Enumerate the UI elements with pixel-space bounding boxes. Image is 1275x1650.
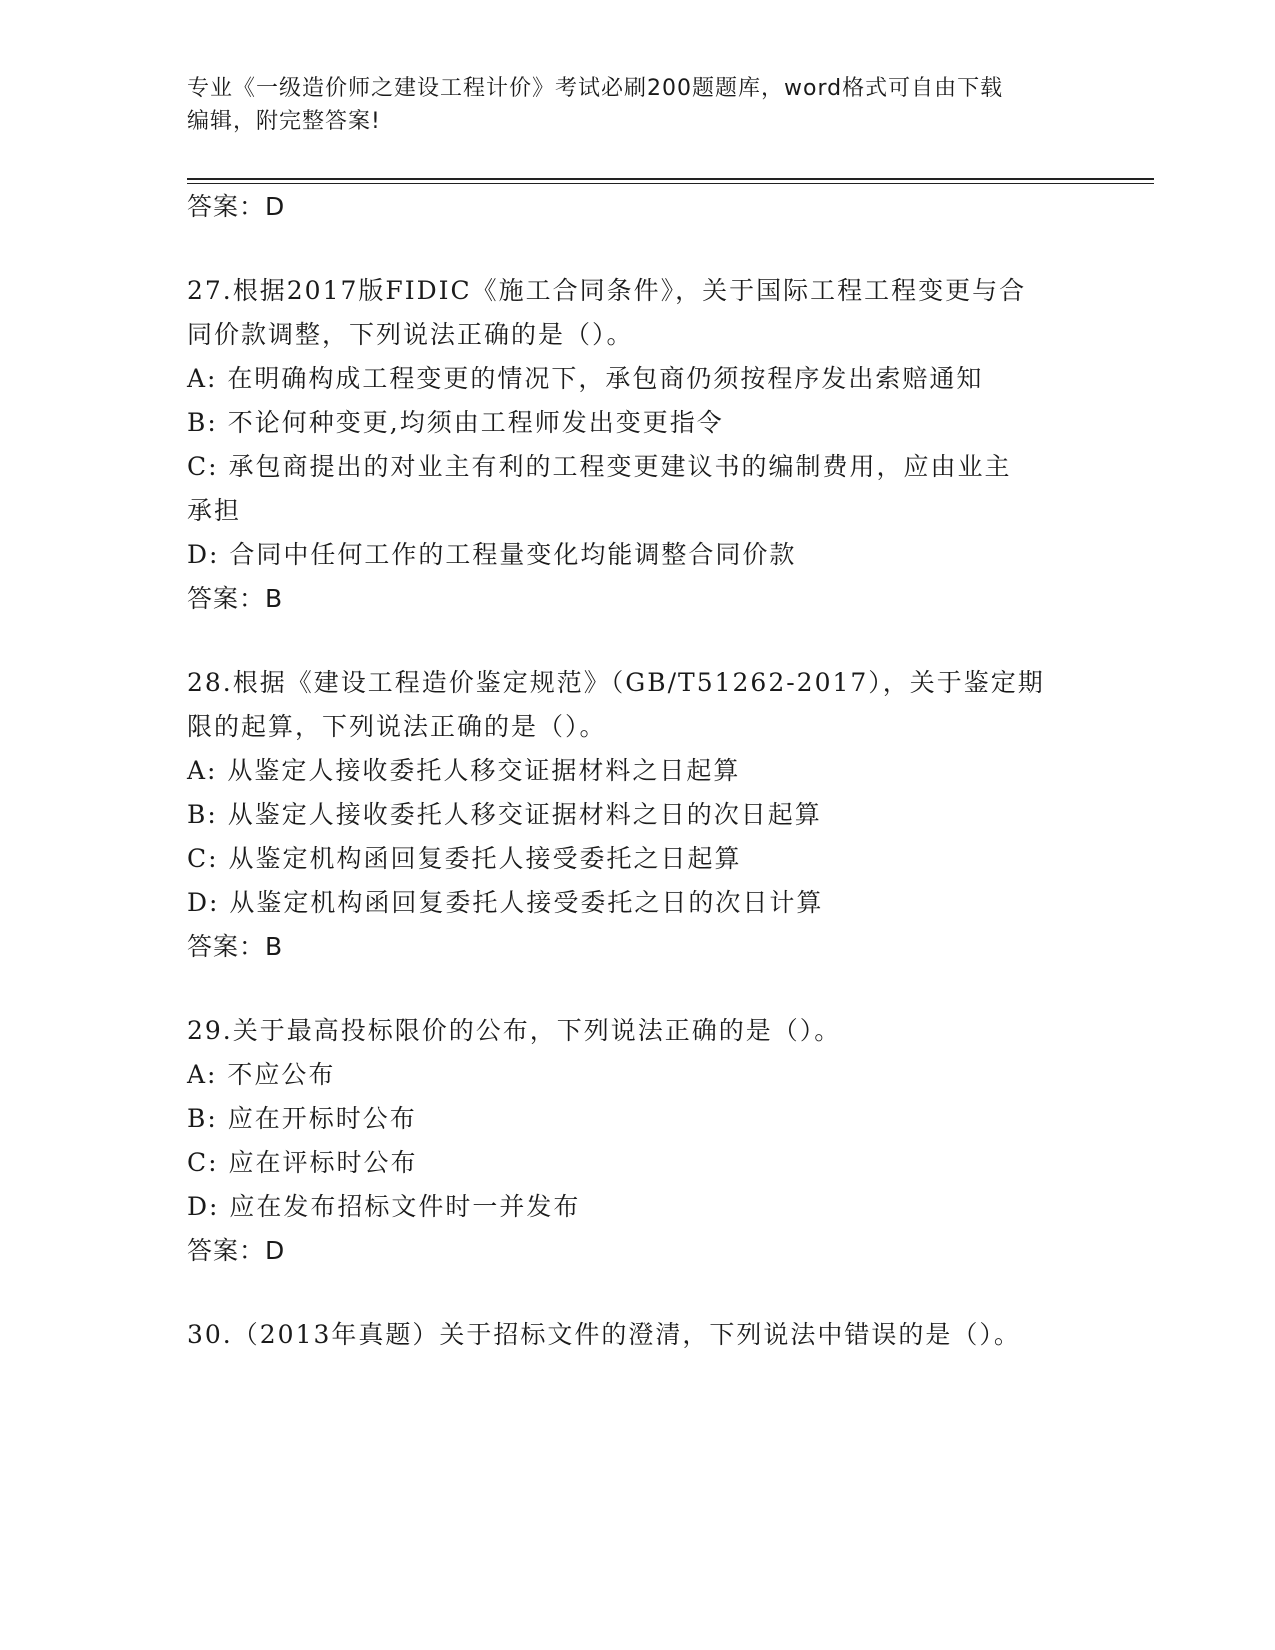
question-28-answer: 答案：B bbox=[187, 932, 284, 961]
question-27-option-d: D: 合同中任何工作的工程量变化均能调整合同价款 bbox=[187, 540, 797, 569]
header-divider-thin bbox=[187, 183, 1154, 184]
question-27-option-b: B: 不论何种变更,均须由工程师发出变更指令 bbox=[187, 408, 724, 437]
question-27-option-a: A: 在明确构成工程变更的情况下，承包商仍须按程序发出索赔通知 bbox=[187, 364, 984, 393]
question-28-stem-line-1: 28.根据《建设工程造价鉴定规范》（GB/T51262-2017），关于鉴定期 bbox=[187, 668, 1045, 697]
question-30-stem-line-1: 30.（2013年真题）关于招标文件的澄清，下列说法中错误的是（）。 bbox=[187, 1320, 1021, 1349]
previous-answer: 答案：D bbox=[187, 192, 286, 221]
question-27-stem-line-1: 27.根据2017版FIDIC《施工合同条件》，关于国际工程工程变更与合 bbox=[187, 276, 1027, 305]
question-29-answer: 答案：D bbox=[187, 1236, 286, 1265]
question-28-stem-line-2: 限的起算，下列说法正确的是（）。 bbox=[187, 712, 607, 741]
header-line-2: 编辑，附完整答案! bbox=[187, 109, 381, 134]
question-28-option-d: D: 从鉴定机构函回复委托人接受委托之日的次日计算 bbox=[187, 888, 824, 917]
question-27-answer: 答案：B bbox=[187, 584, 284, 613]
question-27-option-c: C: 承包商提出的对业主有利的工程变更建议书的编制费用，应由业主 bbox=[187, 452, 1012, 481]
header-divider-thick bbox=[187, 178, 1154, 180]
question-27-stem-line-2: 同价款调整，下列说法正确的是（）。 bbox=[187, 320, 634, 349]
question-29-stem-line-1: 29.关于最高投标限价的公布，下列说法正确的是（）。 bbox=[187, 1016, 842, 1045]
question-29-option-b: B: 应在开标时公布 bbox=[187, 1104, 417, 1133]
question-28-option-a: A: 从鉴定人接收委托人移交证据材料之日起算 bbox=[187, 756, 741, 785]
question-28-option-b: B: 从鉴定人接收委托人移交证据材料之日的次日起算 bbox=[187, 800, 822, 829]
question-29-option-a: A: 不应公布 bbox=[187, 1060, 336, 1089]
question-29-option-c: C: 应在评标时公布 bbox=[187, 1148, 418, 1177]
question-28-option-c: C: 从鉴定机构函回复委托人接受委托之日起算 bbox=[187, 844, 742, 873]
header-line-1: 专业《一级造价师之建设工程计价》考试必刷200题题库，word格式可自由下载 bbox=[187, 76, 1004, 101]
page-header bbox=[187, 72, 1087, 138]
question-27-option-c-cont: 承担 bbox=[187, 496, 242, 525]
question-29-option-d: D: 应在发布招标文件时一并发布 bbox=[187, 1192, 581, 1221]
